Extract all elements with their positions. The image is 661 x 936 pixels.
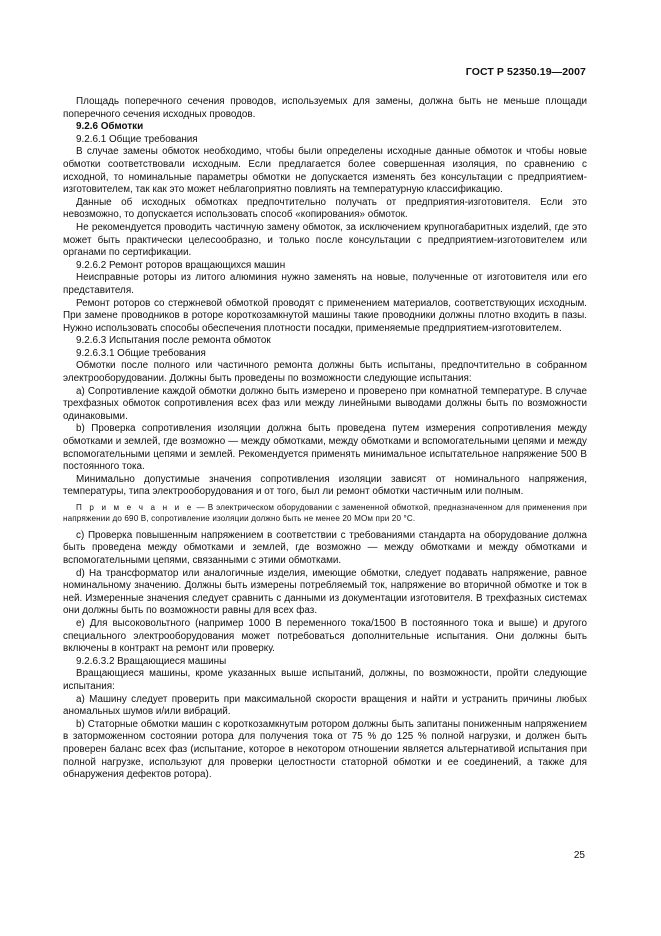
note-text: — В электрическом оборудовании с замененной обмоткой, предназначенном для применения при напряжении до 690 В, сопротивление изоляции должно быть не менее 20 МОм при 20 °С. (63, 503, 587, 524)
list-item: d) На трансформатор или аналогичные изделия, имеющие обмотки, следует подавать напряжение, равное номинальному значению. Должны быть измерены потребляемый ток, напряжение во вторичной обмотке и ток в ней. Измеренные значения следует сравнить с данными из документации изготовителя. В трехфазных системах они должны быть по возможности равны для всех фаз. (63, 567, 587, 617)
list-item: а) Машину следует проверить при максимальной скорости вращения и найти и устранить причины любых аномальных шумов и/или вибраций. (63, 693, 587, 718)
subsection-heading: 9.2.6.3 Испытания после ремонта обмоток (76, 335, 271, 347)
subsection-heading: 9.2.6.3.1 Общие требования (76, 347, 206, 359)
list-item: а) Сопротивление каждой обмотки должно быть измерено и проверено при комнатной температуре. В случае трехфазных обмоток сопротивления всех фаз или между линейными выводами должны быть по возможности одинаковыми. (63, 385, 587, 422)
paragraph: В случае замены обмоток необходимо, чтобы были определены исходные данные обмоток и чтобы новые обмотки соответствовали исходным. Если предлагается более совершенная изоляция, по сравнению с исходной, то номинальные параметры обмотки не допускается изменять без консультации с предприятием-изготовителем, так как это может неблагоприятно повлиять на температурную классификацию. (63, 146, 587, 196)
subsection-heading: 9.2.6.1 Общие требования (76, 133, 198, 145)
paragraph: Вращающиеся машины, кроме указанных выше испытаний, должны, по возможности, пройти следующие испытания: (63, 668, 587, 692)
paragraph: Площадь поперечного сечения проводов, используемых для замены, должна быть не меньше площади поперечного сечения исходных проводов. (63, 96, 587, 120)
document-body (63, 96, 587, 782)
paragraph: Не рекомендуется проводить частичную замену обмоток, за исключением крупногабаритных изделий, где это может быть практически целесообразно, и только после консультации с предприятием-изготовителем или органами по сертификации. (63, 221, 587, 259)
paragraph: Обмотки после полного или частичного ремонта должны быть испытаны, предпочтительно в собранном электрооборудовании. Должны быть проведены по возможности следующие испытания: (63, 360, 587, 385)
subsection-heading: 9.2.6.3.2 Вращающиеся машины (76, 655, 227, 667)
paragraph: Ремонт роторов со стержневой обмоткой проводят с применением материалов, соответствующих исходным. При замене проводников в роторе короткозамкнутой машины такие проводники должны плотно входить в пазы. Нужно использовать способы обеспечения плотности посадки, применяемые предприятием-изготовителем. (63, 297, 587, 334)
list-item: с) Проверка повышенным напряжением в соответствии с требованиями стандарта на оборудование должна быть проведена между обмотками и землей, где возможно — между обмотками и между обмотками и вспомогательными цепями, связанными с этими обмотками. (63, 529, 587, 566)
list-item: b) Проверка сопротивления изоляции должна быть проведена путем измерения сопротивления между обмотками и землей, где возможно — между обмотками, между обмотками и вспомогательными цепями и между вспомогательными цепями и землей. Рекомендуется применять минимальное испытательное напряжение 500 В постоянного тока. (63, 423, 587, 473)
paragraph: Минимально допустимые значения сопротивления изоляции зависят от номинального напряжения, температуры, типа электрооборудования и от того, был ли ремонт обмотки частичным или полным. (63, 473, 587, 498)
document-header: ГОСТ Р 52350.19—2007 (465, 66, 586, 78)
page-number: 25 (573, 850, 585, 861)
list-item: b) Статорные обмотки машин с короткозамкнутым ротором должны быть запитаны пониженным напряжением в заторможенном состоянии ротора для получения тока от 75 % до 125 % полной нагрузки, и должен быть проверен баланс всех фаз (испытание, которое в некотором отношении является альтернативой испытания при полной нагрузке, используют для проверки целостности статорной обмотки и ее соединений, а также для обнаружения дефектов ротора). (63, 718, 587, 781)
note-label: П р и м е ч а н и е (76, 503, 194, 512)
subsection-heading: 9.2.6.2 Ремонт роторов вращающихся машин (76, 259, 286, 271)
paragraph: Неисправные роторы из литого алюминия нужно заменять на новые, полученные от изготовителя или его представителя. (63, 272, 587, 296)
list-item: е) Для высоковольтного (например 1000 В переменного тока/1500 В постоянного тока и выше) и другого специального электрооборудования может потребоваться дополнительные испытания. Они должны быть включены в контракт на ремонт или проверку. (63, 617, 587, 655)
paragraph: Данные об исходных обмотках предпочтительно получать от предприятия-изготовителя. Если это невозможно, то допускается использовать способ «копирования» обмоток. (63, 196, 587, 221)
section-heading: 9.2.6 Обмотки (76, 121, 144, 133)
note (63, 502, 587, 525)
